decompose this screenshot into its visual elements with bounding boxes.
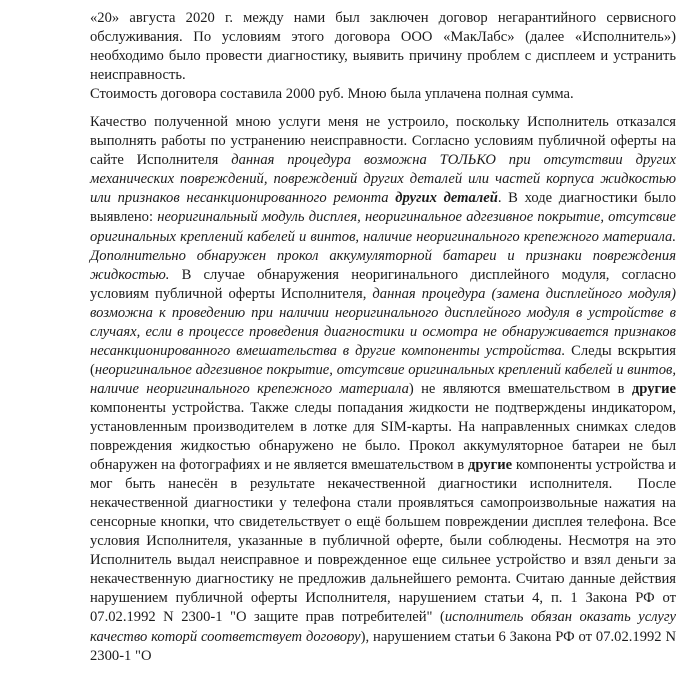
text-run: данная процедура возможна ТОЛЬКО при отсутствии других механических повреждений, повреждений других деталей или частей корпуса жидкостью или признаков несанкционированного ремонта (90, 152, 676, 207)
document-page (90, 9, 676, 666)
text-run: других деталей (395, 190, 498, 207)
text-run: неоригинальный модуль дисплея, неоригинальное адгезивное покрытие, отсутсвие оригинальных креплений кабелей и винтов, наличие неоригинального крепежного материала. Дополнительно обнаружен прокол аккумуляторной батареи и признаки повреждения жидкостью. (90, 209, 676, 283)
text-run: Следы вскрытия ( (90, 342, 676, 378)
text-run: Качество полученной мною услуги меня не устроило, поскольку Исполнитель отказался выполнять работы по устранению неисправности. Согласно условиям публичной оферты на сайте Исполнителя (90, 114, 676, 169)
text-run: ), нарушением статьи 6 Закона РФ от 07.02.1992 N 2300-1 "О (90, 628, 677, 664)
paragraph-contract (90, 9, 676, 85)
text-run: компоненты устройства. Также следы попадания жидкости не подтверждены индикатором, установленным производителем в лотке для SIM-карты. На направленных снимках следов повреждения жидкостью обнаружено не было. Прокол аккумуляторное батареи не был обнаружен на фотографиях и не является вмешательством в (90, 399, 676, 474)
text-run: ) не являются вмешательством в (408, 380, 632, 397)
paragraph-cost (90, 85, 676, 104)
text-run: исполнитель обязан оказать услугу качество которй соответствует договору (90, 609, 676, 645)
paragraph-claim (90, 113, 676, 665)
text-run: компоненты устройства и мог быть нанесён в результате некачественной диагностики исполнителя. После некачественной диагностики у телефона стали проявляться самопроизвольные нажатия на сенсорные кнопки, что свидетельствует о ещё большем повреждении дисплея телефона. Все условия Исполнителя, указанные в публичной оферте, были соблюдены. Несмотря на это Исполнитель выдал неисправное и поврежденное еще сильнее устройство и взял деньги за некачественную диагностику не предложив дальнейшего ремонта. Считаю данные действия нарушением публичной оферты Исполнителя, нарушением статьи 4, п. 1 Закона РФ от 07.02.1992 N 2300-1 "О защите прав потребителей" ( (90, 457, 677, 626)
text-run: . В ходе диагностики было выявлено: (90, 190, 676, 226)
text-run: неоригинальное адгезивное покрытие, отсутсвие оригинальных креплений кабелей и винтов, наличие неоригинального крепежного материала (90, 361, 676, 397)
text-run: В случае обнаружения неоригинального дисплейного модуля, согласно условиям публичной оферты Исполнителя, (90, 266, 676, 302)
text-run: другие (467, 457, 513, 474)
text-run: «20» августа 2020 г. между нами был заключен договор негарантийного сервисного обслуживания. По условиям этого договора ООО «МакЛабс» (далее «Исполнитель») необходимо было провести диагностику, выявить причину проблем с дисплеем и устранить неисправность. (90, 10, 676, 84)
text-run: Стоимость договора составила 2000 руб. Мною была уплачена полная сумма. (90, 86, 574, 103)
text-run: данная процедура (замена дисплейного модуля) возможна к проведению при наличии неоригинального дисплейного модуля в устройстве в случаях, если в процессе проведения диагностики и осмотра не обнаруживается признаков несанкционированного вмешательства в другие компоненты устройства. (90, 285, 676, 359)
text-run: другие (631, 380, 677, 397)
